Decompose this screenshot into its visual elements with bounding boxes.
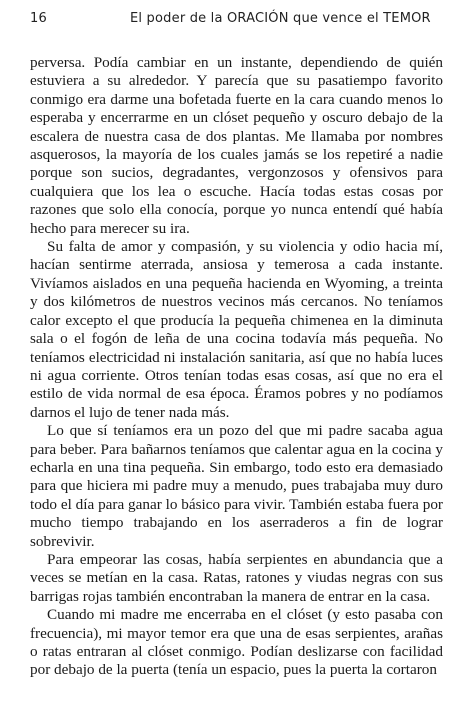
paragraph-continuation: perversa. Podía cambiar en un instante, dependiendo de quién estuviera a su alrededor. Y parecía que su pasatiempo favorito conmigo era darme una bofetada fuerte en la cara cuando menos lo esperaba y encerrarme en un clóset pequeño y oscuro debajo de la escalera de nuestra casa de dos plantas. Me llamaba por nombres asquerosos, la mayoría de los cuales jamás se los repetiré a nadie porque son sucios, degradantes, vergonzosos y ofensivos para cualquiera que los lea o escuche. Hacía todas estas cosas por razones que solo ella conocía, porque yo nunca entendí qué había hecho para merecer su ira. bbox=[30, 54, 443, 237]
running-header bbox=[30, 11, 435, 31]
paragraph: Lo que sí teníamos era un pozo del que mi padre sacaba agua para beber. Para bañarnos teníamos que calentar agua en la cocina y echarla en una tina pequeña. Sin embargo, todo esto era demasiado para que hiciera mi padre muy a menudo, pues trabajaba muy duro todo el día para ganar lo básico para vivir. También estaba fuera por mucho tiempo trabajando en los aserraderos a fin de lograr sobrevivir. bbox=[30, 422, 443, 550]
body-text bbox=[30, 54, 443, 680]
paragraph: Para empeorar las cosas, había serpientes en abundancia que a veces se metían en la casa. Ratas, ratones y viudas negras con sus barrigas rojas también encontraban la manera de entrar en la casa. bbox=[30, 550, 443, 605]
paragraph: Cuando mi madre me encerraba en el clóset (y esto pasaba con frecuencia), mi mayor temor era que una de esas serpientes, arañas o ratas entraran al clóset conmigo. Podían deslizarse con facilidad por debajo de la puerta (tenía un espacio, pues la puerta la cortaron bbox=[30, 606, 443, 679]
page-number: 16 bbox=[30, 11, 47, 26]
running-title: El poder de la ORACIÓN que vence el TEMOR bbox=[130, 11, 431, 26]
paragraph: Su falta de amor y compasión, y su violencia y odio hacia mí, hacían sentirme aterrada, ansiosa y temerosa a cada instante. Vivíamos aislados en una pequeña hacienda en Wyoming, a treinta y dos kilómetros de nuestros vecinos más cercanos. No teníamos calor excepto el que producía la pequeña chimenea en la diminuta sala o el fogón de leña de una cocina todavía más pequeña. No teníamos electricidad ni instalación sanitaria, así que no había luces ni agua corriente. Otros tenían todas esas cosas, así que no era el estilo de vida normal de esa época. Éramos pobres y no podíamos darnos el lujo de tener nada más. bbox=[30, 238, 443, 421]
